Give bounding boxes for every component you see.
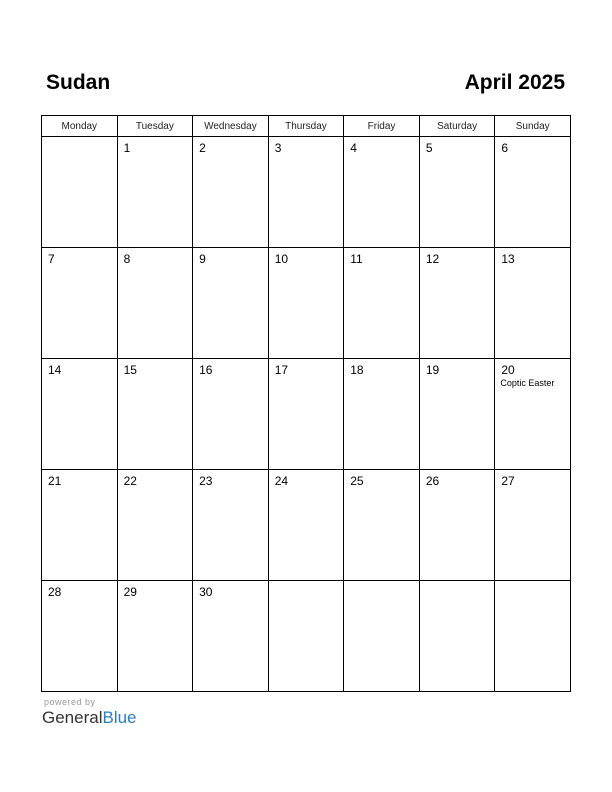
- day-cell: [42, 470, 118, 581]
- week-row: [42, 137, 571, 248]
- day-cell: [419, 470, 495, 581]
- week-row: [42, 470, 571, 581]
- day-number: 28: [48, 585, 62, 599]
- day-number: 8: [123, 252, 131, 266]
- day-cell: [268, 470, 344, 581]
- week-row: [42, 581, 571, 692]
- brand-general-text: General: [42, 708, 103, 727]
- day-cell: [419, 581, 495, 692]
- day-number: 1: [123, 141, 131, 155]
- day-number: 14: [48, 363, 62, 377]
- day-number: 16: [199, 363, 213, 377]
- week-row: [42, 359, 571, 470]
- day-cell: [193, 248, 269, 359]
- day-cell: [495, 581, 571, 692]
- day-number: 22: [123, 474, 137, 488]
- day-cell: [495, 359, 571, 470]
- powered-by-text: powered by: [44, 697, 96, 707]
- day-cell: [419, 137, 495, 248]
- holiday-label: Coptic Easter: [500, 378, 555, 388]
- day-number: 19: [425, 363, 440, 377]
- weekday-header: Sunday: [495, 116, 571, 137]
- day-cell: [117, 359, 193, 470]
- day-number: 18: [350, 363, 364, 377]
- day-number: 15: [123, 363, 137, 377]
- day-cell: [419, 359, 495, 470]
- day-cell: [117, 581, 193, 692]
- day-number: 10: [274, 252, 289, 266]
- weekday-header: Thursday: [268, 116, 344, 137]
- day-cell: [193, 359, 269, 470]
- day-cell: [193, 137, 269, 248]
- weekday-header-row: [42, 116, 571, 137]
- week-row: [42, 248, 571, 359]
- day-cell: [193, 581, 269, 692]
- day-cell: [117, 248, 193, 359]
- day-cell: [344, 248, 420, 359]
- weekday-header: Tuesday: [117, 116, 193, 137]
- weekday-header: Friday: [344, 116, 420, 137]
- day-cell: [344, 137, 420, 248]
- weekday-header: Saturday: [419, 116, 495, 137]
- day-cell: [268, 581, 344, 692]
- day-cell: [42, 581, 118, 692]
- day-number: 11: [350, 252, 363, 266]
- day-number: 9: [199, 252, 206, 266]
- day-cell: [495, 470, 571, 581]
- day-number: 17: [274, 363, 289, 377]
- day-cell: [344, 581, 420, 692]
- day-number: 12: [425, 252, 440, 266]
- day-cell: [193, 470, 269, 581]
- day-number: 23: [199, 474, 213, 488]
- weekday-header: Wednesday: [193, 116, 269, 137]
- day-cell: [42, 137, 118, 248]
- day-cell: [42, 248, 118, 359]
- day-cell: [344, 359, 420, 470]
- day-number: 6: [501, 141, 509, 155]
- day-cell: [495, 248, 571, 359]
- day-number: 13: [501, 252, 515, 266]
- day-number: 20: [501, 363, 515, 377]
- day-cell: [117, 137, 193, 248]
- day-cell: [344, 470, 420, 581]
- day-cell: [117, 470, 193, 581]
- day-number: 2: [199, 141, 206, 155]
- day-cell: [268, 137, 344, 248]
- brand-blue-text: Blue: [102, 708, 137, 727]
- calendar-grid: [41, 115, 571, 692]
- day-cell: [495, 137, 571, 248]
- day-number: 24: [274, 474, 289, 488]
- day-cell: [42, 359, 118, 470]
- day-cell: [419, 248, 495, 359]
- day-number: 29: [123, 585, 137, 599]
- day-number: 30: [199, 585, 213, 599]
- day-number: 7: [48, 252, 55, 266]
- day-cell: [268, 248, 344, 359]
- country-title: Sudan: [46, 71, 111, 94]
- day-number: 3: [274, 141, 282, 155]
- day-number: 26: [425, 474, 440, 488]
- generalblue-logo[interactable]: [42, 708, 137, 728]
- day-cell: [268, 359, 344, 470]
- day-number: 25: [350, 474, 364, 488]
- weekday-header: Monday: [42, 116, 118, 137]
- month-year-title: April 2025: [464, 71, 565, 94]
- day-number: 4: [350, 141, 357, 155]
- day-number: 21: [48, 474, 62, 488]
- day-number: 5: [425, 141, 433, 155]
- day-number: 27: [501, 474, 515, 488]
